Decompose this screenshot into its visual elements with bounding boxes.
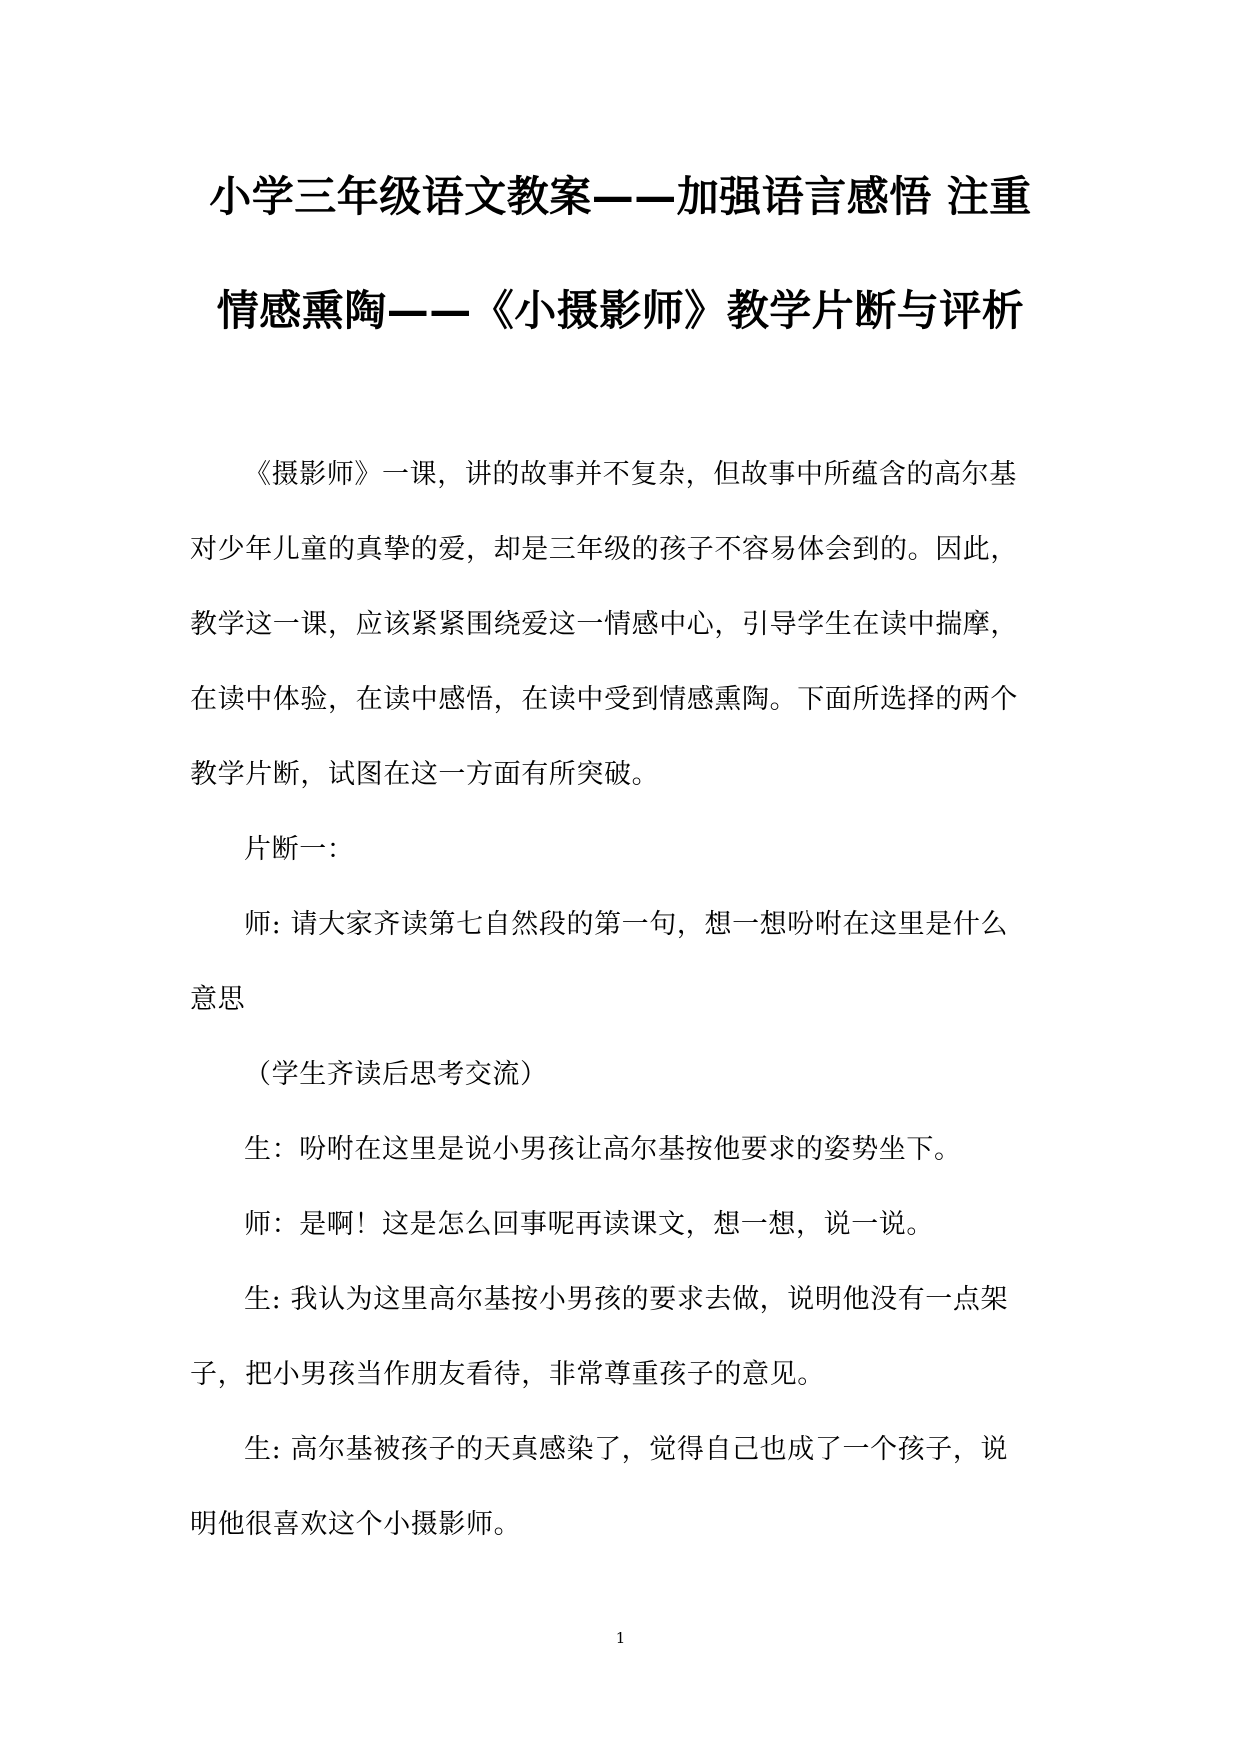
text-line: 子，把小男孩当作朋友看待，非常尊重孩子的意见。 <box>190 1359 825 1390</box>
document-body <box>190 437 1052 1562</box>
text-line: 师：是啊！这是怎么回事呢再读课文，想一想，说一说。 <box>244 1209 934 1240</box>
text-line: 生: 高尔基被孩子的天真感染了，觉得自己也成了一个孩子，说 <box>244 1434 1009 1465</box>
paragraph-student-answer <box>190 1262 1052 1412</box>
paragraph-teacher-followup <box>190 1187 1052 1262</box>
text-line: 教学片断，试图在这一方面有所突破。 <box>190 759 660 790</box>
document-title <box>150 140 1091 368</box>
text-line: 意思 <box>190 984 246 1015</box>
text-line: 对少年儿童的真挚的爱，却是三年级的孩子不容易体会到的。因此， <box>190 534 1018 565</box>
paragraph-section-heading <box>190 812 1052 887</box>
title-line-1: 小学三年级语文教案——加强语言感悟 注重 <box>209 172 1032 221</box>
paragraph-student-answer <box>190 1412 1052 1562</box>
text-line: 片断一： <box>244 834 355 865</box>
text-line: 生：吩咐在这里是说小男孩让高尔基按他要求的姿势坐下。 <box>244 1134 962 1165</box>
text-line: 《摄影师》一课，讲的故事并不复杂，但故事中所蕴含的高尔基 <box>244 459 1017 490</box>
page-number: 1 <box>615 1629 626 1647</box>
text-line: 生: 我认为这里高尔基按小男孩的要求去做，说明他没有一点架 <box>244 1284 1009 1315</box>
text-line: 教学这一课，应该紧紧围绕爱这一情感中心，引导学生在读中揣摩， <box>190 609 1018 640</box>
title-line-2: 情感熏陶——《小摄影师》教学片断与评析 <box>216 286 1025 335</box>
text-line: 明他很喜欢这个小摄影师。 <box>190 1509 522 1540</box>
paragraph-student-answer <box>190 1112 1052 1187</box>
text-line: （学生齐读后思考交流） <box>244 1059 548 1090</box>
paragraph-stage-direction <box>190 1037 1052 1112</box>
paragraph-intro <box>190 437 1052 812</box>
text-line: 师: 请大家齐读第七自然段的第一句，想一想吩咐在这里是什么 <box>244 909 1009 940</box>
text-line: 在读中体验，在读中感悟，在读中受到情感熏陶。下面所选择的两个 <box>190 684 1018 715</box>
paragraph-teacher-question <box>190 887 1052 1037</box>
